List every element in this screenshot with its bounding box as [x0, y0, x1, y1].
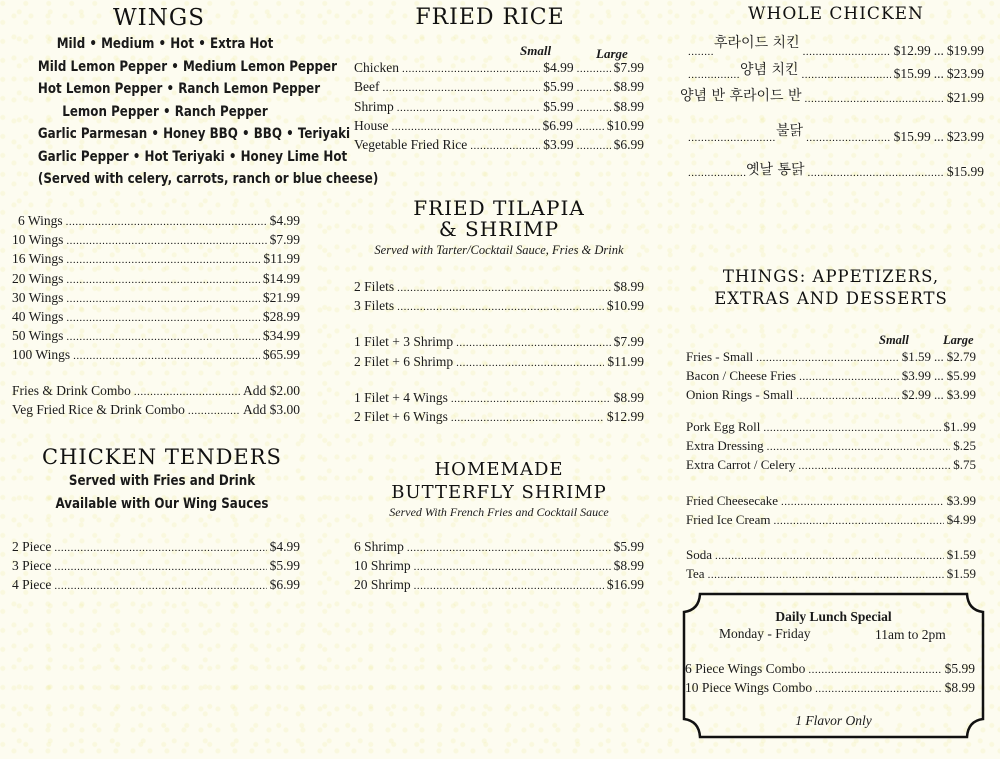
tenders-price-list	[12, 538, 300, 596]
item-name: Fried Cheesecake	[686, 492, 779, 508]
fried-rice-title: FRIED RICE	[415, 5, 565, 30]
price-small: $4.99	[543, 60, 574, 76]
item-name: 옛날 통닭	[746, 161, 805, 178]
item-price: $21.99	[262, 289, 300, 305]
tilapia-title-line2: & SHRIMP	[438, 217, 560, 241]
dot-leader	[767, 437, 951, 456]
menu-item	[354, 136, 644, 155]
item-price: $5.99	[613, 538, 644, 554]
price-large: $8.99	[613, 98, 644, 114]
price-large: $23.99	[946, 128, 984, 144]
item-price: $7.99	[269, 232, 300, 248]
item-name: 100 Wings	[12, 347, 71, 363]
item-price: $28.99	[262, 309, 300, 325]
lunch-items	[685, 660, 975, 698]
item-price: $3.99	[946, 492, 976, 508]
lunch-hours: 11am to 2pm	[875, 627, 946, 642]
menu-item	[12, 346, 300, 365]
daily-lunch-special-box	[682, 592, 985, 739]
item-name: 1 Filet + 3 Shrimp	[354, 334, 454, 350]
item-name: 1 Filet + 4 Wings	[354, 389, 448, 405]
price-large: $19.99	[946, 42, 984, 58]
dot-leader	[414, 557, 611, 576]
item-name: Bacon / Cheese Fries	[686, 367, 797, 383]
dot-leader: ...	[934, 367, 944, 383]
dot-leader	[815, 679, 942, 698]
menu-item	[12, 250, 300, 269]
item-name: 6 Shrimp	[354, 538, 404, 554]
menu-item	[686, 492, 976, 511]
item-price: $12.99	[606, 409, 644, 425]
dot-leader	[799, 367, 899, 386]
dot-leader	[54, 538, 266, 557]
chicken-tenders-section	[12, 446, 312, 515]
item-name: 30 Wings	[12, 289, 64, 305]
dot-leader	[806, 125, 891, 150]
price-small: $15.99	[893, 128, 931, 144]
small-column-label: Small	[879, 332, 909, 347]
dot-leader	[688, 63, 740, 86]
dot-leader	[796, 386, 898, 405]
dot-leader	[763, 418, 940, 437]
menu-item	[12, 270, 300, 289]
menu-item	[686, 367, 976, 386]
dot-leader	[188, 401, 240, 420]
item-price: $65.99	[262, 347, 300, 363]
butterfly-title	[354, 458, 644, 505]
dot-leader	[798, 456, 950, 475]
price-large: $8.99	[613, 79, 644, 95]
dot-leader	[397, 278, 610, 297]
item-price: $5.99	[269, 558, 300, 574]
price-large: $3.99	[946, 386, 976, 402]
price-large: $10.99	[606, 117, 644, 133]
sauce-line: Lemon Pepper • Ranch Pepper	[62, 103, 268, 120]
butterfly-note: Served With French Fries and Cocktail Sauce	[389, 504, 609, 519]
dot-leader	[802, 63, 891, 86]
menu-item	[12, 576, 300, 595]
menu-item	[12, 289, 300, 308]
dot-leader	[577, 78, 611, 97]
dot-leader	[73, 346, 260, 365]
item-price: Add $3.00	[243, 401, 300, 417]
dot-leader: ...	[934, 348, 944, 364]
item-price: $14.99	[262, 270, 300, 286]
menu-item	[688, 34, 984, 63]
menu-item	[685, 679, 975, 698]
menu-item	[12, 308, 300, 327]
menu-item	[354, 98, 644, 117]
item-name: Shrimp	[354, 98, 394, 114]
item-price: Add $2.00	[243, 382, 300, 398]
menu-item	[688, 63, 984, 86]
item-name: 2 Filet + 6 Shrimp	[354, 353, 454, 369]
item-name: 3 Piece	[12, 558, 52, 574]
dot-leader	[134, 382, 240, 401]
price-large: $15.99	[946, 163, 984, 179]
item-name: Fries & Drink Combo	[12, 382, 131, 398]
item-name: 20 Shrimp	[354, 577, 411, 593]
price-large: $2.79	[946, 348, 976, 364]
item-name: Beef	[354, 79, 380, 95]
item-name: 3 Filets	[354, 298, 395, 314]
menu-item	[354, 353, 644, 372]
dot-leader	[808, 160, 944, 185]
menu-item	[686, 437, 976, 456]
large-column-label: Large	[943, 332, 974, 347]
item-name: Extra Carrot / Celery	[686, 457, 796, 473]
tenders-note: Available with Our Wing Sauces	[55, 495, 269, 512]
price-small: $5.99	[543, 79, 574, 95]
item-name: 16 Wings	[12, 251, 64, 267]
things-title-line1: THINGS: APPETIZERS,	[722, 267, 940, 286]
item-price: $7.99	[613, 334, 644, 350]
dot-leader	[54, 557, 266, 576]
dot-leader	[407, 538, 611, 557]
dot-leader	[397, 98, 540, 117]
menu-item	[354, 576, 644, 595]
item-name: Pork Egg Roll	[686, 419, 761, 434]
item-price: $4.99	[269, 213, 300, 228]
item-name: Tea	[686, 566, 705, 582]
item-name: Fries - Small	[686, 348, 754, 364]
lunch-title: Daily Lunch Special	[775, 609, 892, 624]
extras-list	[686, 418, 976, 584]
item-price: $8.99	[613, 389, 644, 405]
dot-leader	[577, 59, 611, 78]
butterfly-title-line2: BUTTERFLY SHRIMP	[391, 482, 607, 504]
menu-item	[688, 122, 984, 150]
menu-item	[12, 212, 300, 231]
small-column-label: Small	[520, 43, 552, 59]
item-name: Veg Fried Rice & Drink Combo	[12, 401, 185, 417]
dot-leader	[66, 231, 266, 250]
sauce-line: Garlic Parmesan • Honey BBQ • BBQ • Teriyaki	[37, 126, 351, 143]
item-price: $10.99	[606, 298, 644, 314]
large-column-label: Large	[596, 46, 628, 62]
dot-leader	[773, 511, 943, 530]
sauce-line: Mild • Medium • Hot • Extra Hot	[56, 36, 274, 53]
item-name: 50 Wings	[12, 328, 64, 344]
lunch-days: Monday - Friday	[719, 626, 811, 641]
dot-leader	[456, 333, 611, 352]
item-name: 2 Filet + 6 Wings	[354, 409, 448, 425]
item-name: 4 Piece	[12, 577, 52, 593]
price-large: $23.99	[946, 65, 984, 81]
served-with-note: (Served with celery, carrots, ranch or blue cheese)	[37, 171, 379, 188]
menu-item	[354, 117, 644, 136]
dot-leader	[382, 78, 540, 97]
price-small: $2.99	[901, 386, 931, 402]
tilapia-note: Served with Tarter/Cocktail Sauce, Fries & Drink	[374, 243, 624, 257]
dot-leader	[756, 348, 899, 367]
item-name: 10 Wings	[12, 232, 64, 248]
dot-leader	[451, 389, 611, 408]
sauce-line: Mild Lemon Pepper • Medium Lemon Pepper	[37, 58, 337, 75]
menu-item	[354, 538, 644, 557]
item-price: $8.99	[944, 680, 975, 696]
dot-leader	[456, 353, 604, 372]
menu-item	[12, 538, 300, 557]
things-section	[686, 266, 976, 405]
menu-item	[686, 565, 976, 584]
dot-leader: ...	[934, 386, 944, 402]
dot-leader	[577, 98, 611, 117]
item-price: $34.99	[262, 328, 300, 344]
dot-leader	[66, 250, 260, 269]
dot-leader	[808, 660, 941, 679]
item-price: $16.99	[606, 577, 644, 593]
whole-chicken-title: WHOLE CHICKEN	[748, 4, 924, 24]
menu-item	[686, 511, 976, 530]
item-name: 6 Wings	[18, 213, 63, 228]
price-small: $3.99	[901, 367, 931, 383]
item-price: $4.99	[946, 511, 976, 527]
dot-leader	[470, 136, 540, 155]
price-small: $15.99	[893, 65, 931, 81]
price-small: $1.59	[901, 348, 931, 364]
lunch-footnote: 1 Flavor Only	[795, 713, 872, 728]
menu-item	[354, 408, 644, 427]
item-name: 10 Piece Wings Combo	[685, 680, 813, 696]
item-price: $1.59	[946, 547, 976, 563]
things-title-line2: EXTRAS AND DESSERTS	[714, 289, 948, 309]
item-name: Chicken	[354, 60, 399, 76]
tenders-note: Served with Fries and Drink	[68, 473, 256, 490]
dot-leader: ...	[933, 128, 944, 144]
menu-item	[686, 386, 976, 405]
combo-item	[12, 382, 300, 401]
item-name: House	[354, 117, 389, 133]
item-name: 불닭	[776, 122, 804, 139]
dot-leader	[781, 492, 944, 511]
menu-item	[354, 333, 644, 352]
price-small: $5.99	[543, 98, 574, 114]
item-price: $8.99	[613, 279, 644, 294]
dot-leader	[66, 289, 260, 308]
price-small: $3.99	[543, 136, 574, 152]
item-name: 20 Wings	[12, 270, 64, 286]
dot-leader	[805, 86, 944, 111]
size-header	[686, 333, 976, 348]
dot-leader	[577, 136, 611, 155]
dot-leader	[66, 270, 260, 289]
price-small: $12.99	[893, 42, 931, 58]
menu-item	[686, 546, 976, 565]
menu-item	[354, 557, 644, 576]
dot-leader	[66, 327, 260, 346]
price-large: $21.99	[946, 89, 984, 105]
menu-item	[686, 418, 976, 437]
dot-leader	[66, 212, 267, 231]
item-price: $8.99	[613, 557, 644, 573]
price-small: $6.99	[542, 117, 573, 133]
dot-leader	[414, 576, 604, 595]
item-price: $4.99	[269, 539, 300, 554]
menu-item	[12, 557, 300, 576]
dot-leader	[451, 408, 604, 427]
item-name: Soda	[686, 547, 712, 563]
item-name: 양념 반 후라이드 반	[680, 87, 802, 104]
item-name: Onion Rings - Small	[686, 386, 794, 402]
menu-item	[686, 348, 976, 367]
wings-title: WINGS	[113, 5, 205, 31]
dot-leader	[688, 160, 746, 185]
wings-price-list	[12, 212, 300, 420]
menu-item	[354, 278, 644, 297]
item-price: $.25	[953, 438, 976, 454]
item-name: 10 Shrimp	[354, 557, 411, 573]
menu-item	[354, 78, 644, 97]
item-name: 양념 치킨	[740, 61, 799, 78]
item-price: $.75	[953, 457, 976, 473]
menu-item	[354, 297, 644, 316]
dot-leader	[66, 308, 260, 327]
butterfly-title-line1: HOMEMADE	[434, 459, 564, 480]
menu-item	[685, 660, 975, 679]
dot-leader	[54, 576, 266, 595]
dot-leader: ...	[933, 42, 944, 58]
item-name: Fried Ice Cream	[686, 511, 771, 527]
menu-item	[12, 231, 300, 250]
price-large: $7.99	[613, 60, 644, 76]
sauce-line: Hot Lemon Pepper • Ranch Lemon Pepper	[37, 81, 321, 98]
item-price: $1.59	[946, 566, 976, 582]
dot-leader	[708, 565, 944, 584]
dot-leader	[803, 40, 891, 63]
item-name: 40 Wings	[12, 309, 64, 325]
tilapia-title-line1: FRIED TILAPIA	[413, 196, 585, 220]
menu-item	[680, 86, 984, 111]
price-large: $5.99	[946, 367, 976, 383]
menu-item	[12, 327, 300, 346]
dot-leader	[576, 117, 604, 136]
item-name: Vegetable Fried Rice	[354, 136, 468, 152]
dot-leader	[688, 40, 714, 63]
item-name: 6 Piece Wings Combo	[685, 661, 806, 676]
fried-rice-section	[354, 6, 644, 155]
item-name: 2 Piece	[12, 539, 52, 554]
fried-rice-list	[354, 59, 644, 155]
item-name: 2 Filets	[354, 279, 395, 294]
dot-leader	[397, 297, 604, 316]
dot-leader: ...	[933, 65, 944, 81]
item-price: $6.99	[269, 577, 300, 593]
dot-leader	[715, 546, 944, 565]
item-price: $11.99	[263, 251, 300, 267]
menu-item	[686, 456, 976, 475]
tilapia-title	[354, 198, 644, 240]
item-name: Extra Dressing	[686, 438, 764, 454]
sauce-line: Garlic Pepper • Hot Teriyaki • Honey Lime Hot	[37, 148, 348, 165]
menu-item	[688, 160, 984, 185]
dot-leader	[392, 117, 540, 136]
combo-item	[12, 401, 300, 420]
things-title	[686, 266, 976, 311]
menu-item	[354, 389, 644, 408]
price-large: $6.99	[613, 136, 644, 152]
item-price: $1..99	[943, 419, 976, 434]
item-price: $11.99	[607, 353, 644, 369]
item-price: $5.99	[944, 661, 975, 676]
tenders-title: CHICKEN TENDERS	[42, 445, 282, 469]
butterfly-shrimp-section	[354, 458, 644, 595]
dot-leader	[688, 125, 776, 150]
menu-item	[354, 59, 644, 78]
item-name: 후라이드 치킨	[714, 34, 800, 51]
whole-chicken-section	[680, 4, 984, 185]
dot-leader	[402, 59, 540, 78]
tilapia-section	[354, 198, 644, 427]
